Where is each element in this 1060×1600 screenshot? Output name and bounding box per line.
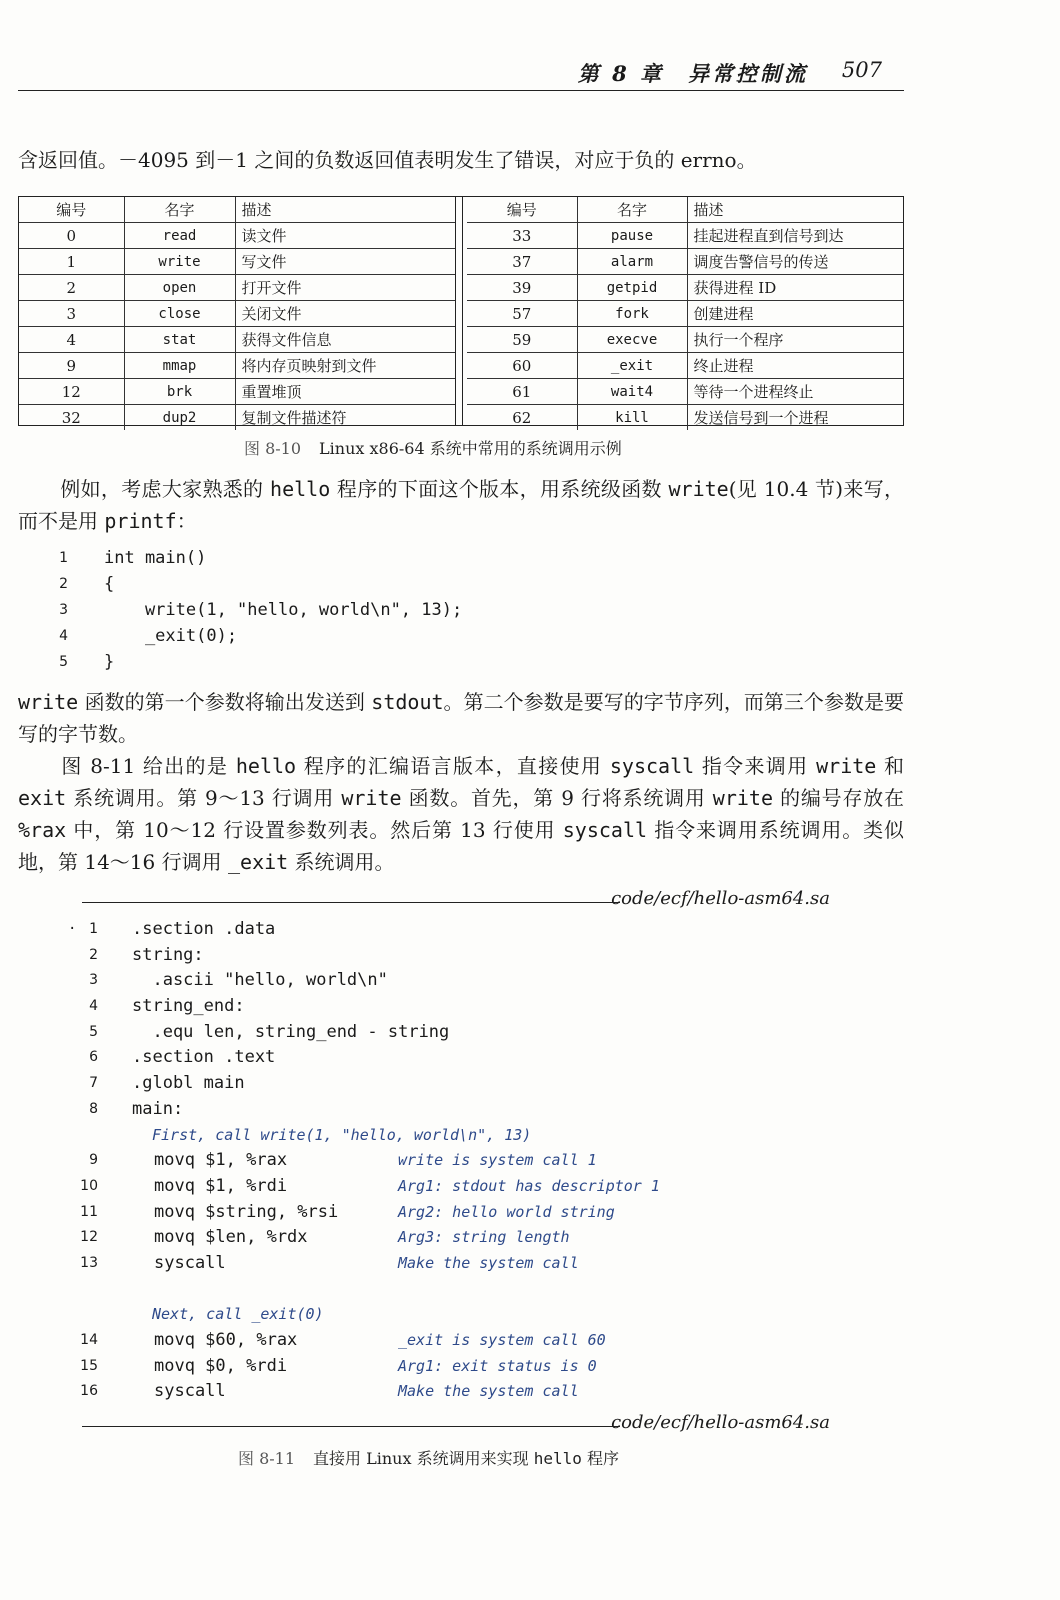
header-number: 编号 xyxy=(19,197,124,223)
syscall-description: 关闭文件 xyxy=(235,301,455,327)
comment-text: Arg1: exit status is 0 xyxy=(398,1356,597,1375)
syscall-number: 0 xyxy=(19,223,124,249)
syscall-table-right xyxy=(467,197,903,430)
code-line xyxy=(50,1200,870,1226)
syscall-name: stat xyxy=(124,327,235,353)
code-text: .section .text xyxy=(132,1047,276,1068)
syscall-number: 12 xyxy=(19,379,124,405)
code-line xyxy=(18,649,618,675)
code-text: main: xyxy=(132,1098,184,1119)
syscall-name: getpid xyxy=(577,275,687,301)
code-line xyxy=(50,1251,870,1277)
code-text: movq $len, %rdx xyxy=(154,1227,308,1248)
syscall-name: close xyxy=(124,301,235,327)
figure-title: 直接用 Linux 系统调用来实现 xyxy=(313,1449,534,1468)
syscall-description: 创建进程 xyxy=(687,301,903,327)
code-line xyxy=(50,1045,870,1071)
table-row xyxy=(467,405,903,431)
code-line xyxy=(18,597,618,623)
code-path-top xyxy=(82,888,830,912)
line-number: 5 xyxy=(89,1023,98,1040)
figure-label: 图 8-11 xyxy=(238,1449,296,1468)
code-line xyxy=(50,943,870,969)
table-row xyxy=(19,301,455,327)
syscall-number: 57 xyxy=(467,301,577,327)
table-header-row xyxy=(19,197,455,223)
code-text: movq $string, %rsi xyxy=(154,1201,339,1222)
code-line xyxy=(18,623,618,649)
table-row xyxy=(19,327,455,353)
table-row xyxy=(467,249,903,275)
figure-8-10-caption xyxy=(244,436,622,459)
syscall-name: brk xyxy=(124,379,235,405)
line-number: 4 xyxy=(89,998,98,1015)
code-text: string: xyxy=(132,944,204,965)
code-inline: hello xyxy=(270,477,331,501)
code-text: write(1, "hello, world\n", 13); xyxy=(104,600,463,620)
syscall-description: 发送信号到一个进程 xyxy=(687,405,903,431)
line-number: 8 xyxy=(89,1100,98,1117)
code-text: .globl main xyxy=(132,1073,245,1094)
asm-code-listing xyxy=(50,917,870,1405)
syscall-number: 9 xyxy=(19,353,124,379)
syscall-number: 1 xyxy=(19,249,124,275)
syscall-name: _exit xyxy=(577,353,687,379)
syscall-name: open xyxy=(124,275,235,301)
header-number: 编号 xyxy=(467,197,577,223)
example-paragraph: 例如，考虑大家熟悉的 hello 程序的下面这个版本，用系统级函数 write(见 10.4 节)来写，而不是用 printf： xyxy=(18,477,905,533)
table-double-divider xyxy=(455,197,463,425)
table-header-row xyxy=(467,197,903,223)
code-text: .section .data xyxy=(132,919,276,939)
code-line xyxy=(18,545,618,571)
table-row xyxy=(467,223,903,249)
syscall-description: 打开文件 xyxy=(235,275,455,301)
code-text: syscall xyxy=(154,1252,226,1273)
code-path-bottom xyxy=(82,1412,830,1436)
table-row xyxy=(19,275,455,301)
syscall-number: 37 xyxy=(467,249,577,275)
code-line xyxy=(18,571,618,597)
comment-text: Make the system call xyxy=(398,1253,579,1272)
syscall-number: 2 xyxy=(19,275,124,301)
line-number: 3 xyxy=(59,602,68,618)
figure-8-11-caption: 图 8-11 直接用 Linux 系统调用来实现 hello 程序 xyxy=(238,1449,619,1468)
line-number: 3 xyxy=(89,972,98,989)
table-row xyxy=(467,301,903,327)
code-line xyxy=(50,1148,870,1174)
syscall-description: 挂起进程直到信号到达 xyxy=(687,223,903,249)
code-path-label: code/ecf/hello-asm64.sa xyxy=(611,888,830,909)
syscall-number: 4 xyxy=(19,327,124,353)
syscall-description: 读文件 xyxy=(235,223,455,249)
syscall-name: pause xyxy=(577,223,687,249)
figure-title: Linux x86-64 系统中常用的系统调用示例 xyxy=(319,439,622,458)
blank-line xyxy=(50,1277,870,1303)
code-line xyxy=(50,1225,870,1251)
code-text: .ascii "hello, world\n" xyxy=(132,970,388,991)
line-number: 13 xyxy=(80,1254,98,1271)
code-line xyxy=(50,1174,870,1200)
table-row xyxy=(467,275,903,301)
syscall-name: alarm xyxy=(577,249,687,275)
syscall-description: 复制文件描述符 xyxy=(235,405,455,431)
table-row xyxy=(19,405,455,431)
syscall-number: 61 xyxy=(467,379,577,405)
page-number: 507 xyxy=(841,58,882,82)
syscall-description: 终止进程 xyxy=(687,353,903,379)
code-text: movq $1, %rdi xyxy=(154,1175,288,1196)
syscall-description: 调度告警信号的传送 xyxy=(687,249,903,275)
code-inline: hello xyxy=(533,1449,582,1468)
c-code-listing xyxy=(18,545,618,675)
code-line xyxy=(50,968,870,994)
line-number: 15 xyxy=(80,1357,98,1374)
code-line xyxy=(50,917,870,943)
code-text: } xyxy=(104,652,115,672)
table-row xyxy=(467,353,903,379)
code-line xyxy=(50,1328,870,1354)
syscall-table xyxy=(18,196,904,426)
figure-description-paragraph: 图 8-11 给出的是 hello 程序的汇编语言版本，直接使用 syscall 指令来调用 write 和 exit 系统调用。第 9～13 行调用 write 函数。首先，第 9 行将系统调用 write 的编号存放在 %rax 中，第 10～12 行设置参数列表。然后第 13 行使用 syscall 指令来调用系统调用。类似地，第 14～16 行调用 _exit 系统调用。 xyxy=(18,754,905,874)
line-number: 2 xyxy=(89,946,98,963)
syscall-number: 59 xyxy=(467,327,577,353)
code-inline: printf xyxy=(104,509,177,533)
line-number: 16 xyxy=(80,1383,98,1400)
code-inline: write xyxy=(18,690,79,714)
table-row xyxy=(19,249,455,275)
line-number: 12 xyxy=(80,1229,98,1246)
syscall-number: 3 xyxy=(19,301,124,327)
syscall-name: kill xyxy=(577,405,687,431)
code-path-label: code/ecf/hello-asm64.sa xyxy=(611,1412,830,1433)
line-number: 14 xyxy=(80,1332,98,1348)
running-header xyxy=(18,56,904,91)
code-line xyxy=(50,1354,870,1380)
comment-text: Arg3: string length xyxy=(398,1228,570,1247)
code-text: string_end: xyxy=(132,996,245,1017)
code-line xyxy=(50,994,870,1020)
code-comment-header xyxy=(50,1302,870,1328)
margin-mark: · xyxy=(68,921,77,937)
syscall-number: 39 xyxy=(467,275,577,301)
table-row xyxy=(19,353,455,379)
syscall-name: write xyxy=(124,249,235,275)
line-number: 1 xyxy=(89,921,98,937)
syscall-number: 32 xyxy=(19,405,124,431)
comment-text: First, call write(1, "hello, world\n", 13) xyxy=(152,1125,532,1144)
syscall-description: 重置堆顶 xyxy=(235,379,455,405)
syscall-name: read xyxy=(124,223,235,249)
line-number: 5 xyxy=(59,654,68,670)
syscall-name: dup2 xyxy=(124,405,235,431)
table-row xyxy=(467,379,903,405)
code-line xyxy=(50,1071,870,1097)
line-number: 7 xyxy=(89,1075,98,1092)
header-name: 名字 xyxy=(124,197,235,223)
code-inline: write xyxy=(668,477,729,501)
intro-paragraph: 含返回值。－4095 到－1 之间的负数返回值表明发生了错误，对应于负的 errno。 xyxy=(18,148,757,172)
code-line xyxy=(50,1020,870,1046)
comment-text: Next, call _exit(0) xyxy=(152,1305,324,1324)
code-text: { xyxy=(104,574,115,594)
comment-text: Arg1: stdout has descriptor 1 xyxy=(398,1176,660,1195)
header-description: 描述 xyxy=(235,197,455,223)
syscall-number: 62 xyxy=(467,405,577,431)
comment-text: _exit is system call 60 xyxy=(398,1331,606,1349)
syscall-number: 33 xyxy=(467,223,577,249)
line-number: 2 xyxy=(59,576,68,592)
syscall-description: 等待一个进程终止 xyxy=(687,379,903,405)
write-paragraph: write 函数的第一个参数将输出发送到 stdout。第二个参数是要写的字节序列，而第三个参数是要写的字节数。 xyxy=(18,690,905,746)
line-number: 11 xyxy=(80,1203,98,1220)
syscall-description: 获得文件信息 xyxy=(235,327,455,353)
code-line xyxy=(50,1379,870,1405)
comment-text: Arg2: hello world string xyxy=(398,1202,615,1221)
syscall-name: fork xyxy=(577,301,687,327)
code-inline: stdout xyxy=(371,690,444,714)
code-text: _exit(0); xyxy=(104,626,238,646)
comment-text: Make the system call xyxy=(398,1382,579,1401)
syscall-table-left xyxy=(19,197,455,430)
syscall-description: 获得进程 ID xyxy=(687,275,903,301)
syscall-description: 写文件 xyxy=(235,249,455,275)
comment-text: write is system call 1 xyxy=(398,1151,597,1170)
header-description: 描述 xyxy=(687,197,903,223)
code-text: movq $1, %rax xyxy=(154,1150,288,1171)
syscall-number: 60 xyxy=(467,353,577,379)
line-number: 4 xyxy=(59,628,68,644)
line-number: 6 xyxy=(89,1049,98,1066)
syscall-description: 将内存页映射到文件 xyxy=(235,353,455,379)
chapter-title: 第 8 章 异常控制流 xyxy=(577,61,808,86)
code-text: int main() xyxy=(104,548,207,568)
code-text: .equ len, string_end - string xyxy=(132,1021,450,1042)
syscall-name: wait4 xyxy=(577,379,687,405)
code-text: syscall xyxy=(154,1381,226,1402)
code-text: movq $60, %rax xyxy=(154,1330,298,1350)
line-number: 9 xyxy=(89,1152,98,1169)
syscall-name: execve xyxy=(577,327,687,353)
syscall-description: 执行一个程序 xyxy=(687,327,903,353)
table-row xyxy=(19,223,455,249)
header-name: 名字 xyxy=(577,197,687,223)
code-comment-header xyxy=(50,1123,870,1149)
line-number: 10 xyxy=(80,1177,98,1194)
code-text: movq $0, %rdi xyxy=(154,1355,288,1376)
figure-label: 图 8-10 xyxy=(244,439,302,458)
table-row xyxy=(19,379,455,405)
code-line xyxy=(50,1097,870,1123)
table-row xyxy=(467,327,903,353)
line-number: 1 xyxy=(59,550,68,566)
syscall-name: mmap xyxy=(124,353,235,379)
